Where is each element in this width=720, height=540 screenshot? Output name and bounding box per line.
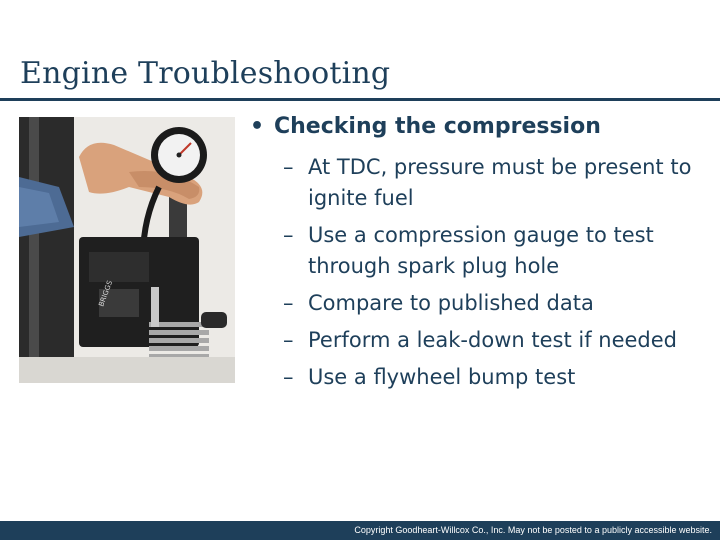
copyright-notice: Copyright Goodheart-Willcox Co., Inc. May not be posted to a publicly accessible website. [354, 525, 712, 535]
footer-bar [0, 521, 720, 540]
dash-icon: – [283, 365, 294, 389]
sub-bullet-list [283, 152, 703, 399]
dash-icon: – [283, 223, 294, 247]
dash-icon: – [283, 291, 294, 315]
sub-bullet [283, 325, 703, 356]
sub-bullet-text: Perform a leak-down test if needed [308, 328, 677, 352]
bullet-dot-icon: • [250, 114, 265, 139]
sub-bullet-text: Compare to published data [308, 291, 594, 315]
sub-bullet [283, 362, 703, 393]
sub-bullet-text: Use a flywheel bump test [308, 365, 576, 389]
main-bullet-text: Checking the compression [274, 114, 601, 139]
sub-bullet-text: Use a compression gauge to test through spark plug hole [308, 223, 654, 278]
sub-bullet [283, 220, 703, 282]
dash-icon: – [283, 328, 294, 352]
main-bullet [250, 114, 601, 139]
slide-title: Engine Troubleshooting [20, 56, 391, 91]
engine-photo [19, 117, 235, 383]
dash-icon: – [283, 155, 294, 179]
sub-bullet [283, 152, 703, 214]
sub-bullet [283, 288, 703, 319]
title-divider [0, 98, 720, 101]
svg-text:BRIGGS: BRIGGS [97, 279, 115, 308]
sub-bullet-text: At TDC, pressure must be present to ignite fuel [308, 155, 692, 210]
